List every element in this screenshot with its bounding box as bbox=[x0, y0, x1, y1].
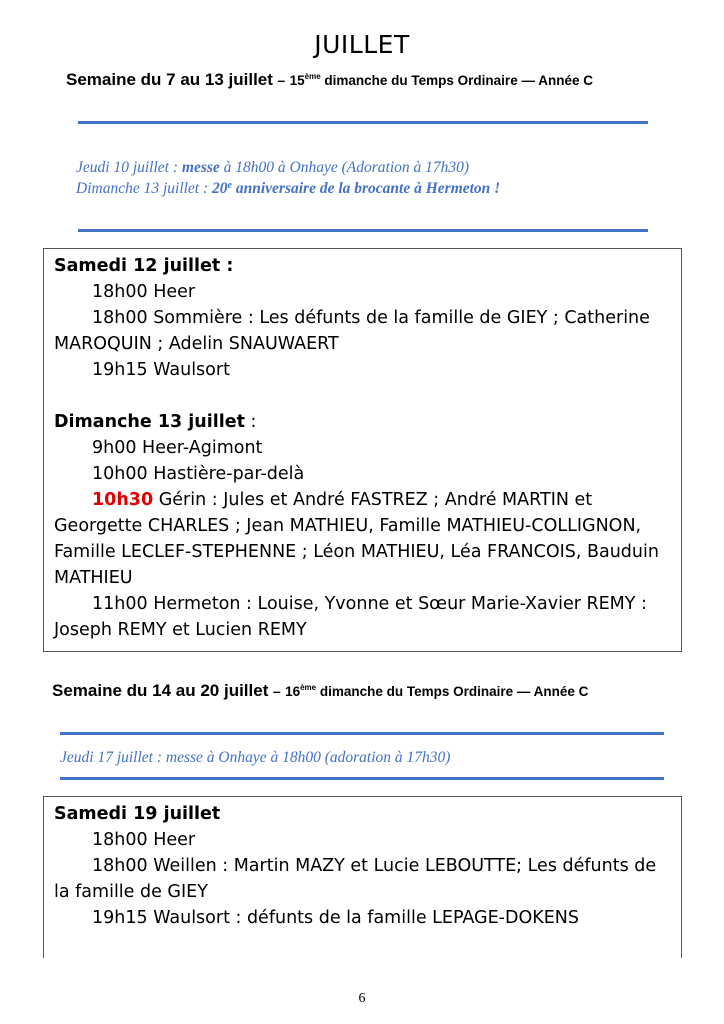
week-heading-1 bbox=[66, 70, 593, 90]
page-number: 6 bbox=[358, 991, 366, 1006]
mass-entry-continued: Georgette CHARLES ; Jean MATHIEU, Famille MATHIEU-COLLIGNON, bbox=[54, 516, 642, 536]
divider-rule bbox=[60, 732, 664, 735]
day-heading: Dimanche 13 juillet : bbox=[54, 412, 257, 432]
week-heading-main: Semaine du 14 au 20 juillet bbox=[52, 681, 269, 700]
announcements-week-1 bbox=[76, 157, 500, 199]
mass-entry-continued: Joseph REMY et Lucien REMY bbox=[54, 620, 307, 640]
mass-entry: 18h00 Sommière : Les défunts de la famille de GIEY ; Catherine bbox=[92, 308, 650, 328]
day-heading: Samedi 12 juillet : bbox=[54, 256, 234, 276]
mass-entry: 19h15 Waulsort : défunts de la famille LEPAGE-DOKENS bbox=[92, 908, 579, 928]
mass-entry: 10h30 Gérin : Jules et André FASTREZ ; André MARTIN et bbox=[92, 490, 593, 510]
mass-entry: 10h00 Hastière-par-delà bbox=[92, 464, 305, 484]
divider-rule bbox=[78, 121, 648, 124]
week-heading-main: Semaine du 7 au 13 juillet bbox=[66, 70, 273, 89]
page-title: JUILLET bbox=[314, 30, 410, 59]
divider-rule bbox=[60, 777, 664, 780]
day-heading: Samedi 19 juillet bbox=[54, 804, 221, 824]
mass-entry-continued: MATHIEU bbox=[54, 568, 133, 588]
highlighted-time: 10h30 bbox=[92, 490, 154, 510]
divider-rule bbox=[78, 229, 648, 232]
schedule-box-week-1 bbox=[43, 248, 682, 652]
announcement-line: Jeudi 10 juillet : messe à 18h00 à Onhaye (Adoration à 17h30) bbox=[76, 159, 470, 176]
mass-entry-continued: MAROQUIN ; Adelin SNAUWAERT bbox=[54, 334, 339, 354]
week-heading-subtitle: 15ème dimanche du Temps Ordinaire — Année C bbox=[289, 72, 593, 88]
schedule-box-week-2 bbox=[43, 796, 682, 958]
announcement-line: Dimanche 13 juillet : 20e anniversaire de la brocante à Hermeton ! bbox=[76, 180, 501, 197]
week-heading-dash: – bbox=[272, 683, 281, 699]
mass-entry: 9h00 Heer-Agimont bbox=[92, 438, 263, 458]
week-heading-subtitle: 16ème dimanche du Temps Ordinaire — Année C bbox=[285, 683, 589, 699]
mass-entry-continued: la famille de GIEY bbox=[54, 882, 208, 902]
mass-entry: 11h00 Hermeton : Louise, Yvonne et Sœur Marie-Xavier REMY : bbox=[92, 594, 647, 614]
mass-entry: 19h15 Waulsort bbox=[92, 360, 230, 380]
mass-entry: 18h00 Weillen : Martin MAZY et Lucie LEBOUTTE; Les défunts de bbox=[92, 856, 657, 876]
week-heading-2 bbox=[52, 681, 588, 701]
week-heading-dash: – bbox=[277, 72, 286, 88]
mass-entry: 18h00 Heer bbox=[92, 282, 196, 302]
mass-entry: 18h00 Heer bbox=[92, 830, 196, 850]
announcement-line: Jeudi 17 juillet : messe à Onhaye à 18h00 (adoration à 17h30) bbox=[60, 749, 451, 766]
mass-entry-continued: Famille LECLEF-STEPHENNE ; Léon MATHIEU, Léa FRANCOIS, Bauduin bbox=[54, 542, 659, 562]
announcements-week-2 bbox=[60, 747, 450, 768]
